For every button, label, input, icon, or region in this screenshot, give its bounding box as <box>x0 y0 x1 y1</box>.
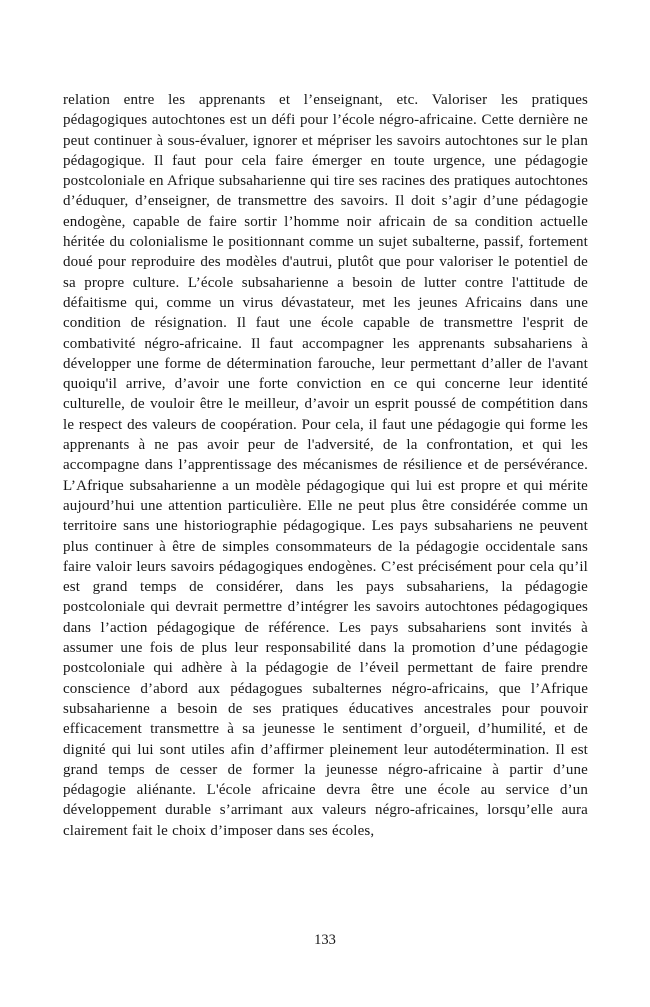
body-paragraph: relation entre les apprenants et l’enseignant, etc. Valoriser les pratiques pédagogiques autochtones est un défi pour l’école négro-africaine. Cette dernière ne peut continuer à sous-évaluer, ignorer et mépriser les savoirs autochtones sur le plan pédagogique. Il faut pour cela faire émerger en toute urgence, une pédagogie postcoloniale en Afrique subsaharienne qui tire ses racines des pratiques autochtones d’éduquer, d’enseigner, de transmettre des savoirs. Il doit s’agir d’une pédagogie endogène, capable de faire sortir l’homme noir africain de sa condition actuelle héritée du colonialisme le positionnant comme un sujet subalterne, passif, fortement doué pour reproduire des modèles d'autrui, plutôt que pour valoriser le potentiel de sa propre culture. L’école subsaharienne a besoin de lutter contre l'attitude de défaitisme qui, comme un virus dévastateur, met les jeunes Africains dans une condition de résignation. Il faut une école capable de transmettre l'esprit de combativité négro-africaine. Il faut accompagner les apprenants subsahariens à développer une forme de détermination farouche, leur permettant d’aller de l'avant quoiqu'il arrive, d’avoir une forte conviction en ce qui concerne leur identité culturelle, de vouloir être le meilleur, d’avoir un esprit poussé de compétition dans le respect des valeurs de coopération. Pour cela, il faut une pédagogie qui forme les apprenants à ne pas avoir peur de l'adversité, de la confrontation, et qui les accompagne dans l’apprentissage des mécanismes de résilience et de persévérance. L’Afrique subsaharienne a un modèle pédagogique qui lui est propre et qui mérite aujourd’hui une attention particulière. Elle ne peut plus être considérée comme un territoire sans une historiographie pédagogique. Les pays subsahariens ne peuvent plus continuer à être de simples consommateurs de la pédagogie occidentale sans faire valoir leurs savoirs pédagogiques endogènes. C’est précisément pour cela qu’il est grand temps de considérer, dans les pays subsahariens, la pédagogie postcoloniale qui devrait permettre d’intégrer les savoirs autochtones pédagogiques dans l’action pédagogique de référence. Les pays subsahariens sont invités à assumer une fois de plus leur responsabilité dans la promotion d’une pédagogie postcoloniale qui adhère à la pédagogie de l’éveil permettant de faire prendre conscience d’abord aux pédagogues subalternes négro-africains, que l’Afrique subsaharienne a besoin de ses pratiques éducatives ancestrales pour pouvoir efficacement transmettre à sa jeunesse le sentiment d’orgueil, d’humilité, et de dignité qui lui sont utiles afin d’affirmer pleinement leur autodétermination. Il est grand temps de cesser de former la jeunesse négro-africaine à partir d’une pédagogie aliénante. L'école africaine devra être une école au service d’un développement durable s’arrimant aux valeurs négro-africaines, lorsqu’elle aura clairement fait le choix d’imposer dans ses écoles, <box>63 92 588 839</box>
text-block <box>63 90 588 841</box>
page-footer <box>0 931 650 949</box>
page-number: 133 <box>314 932 336 948</box>
